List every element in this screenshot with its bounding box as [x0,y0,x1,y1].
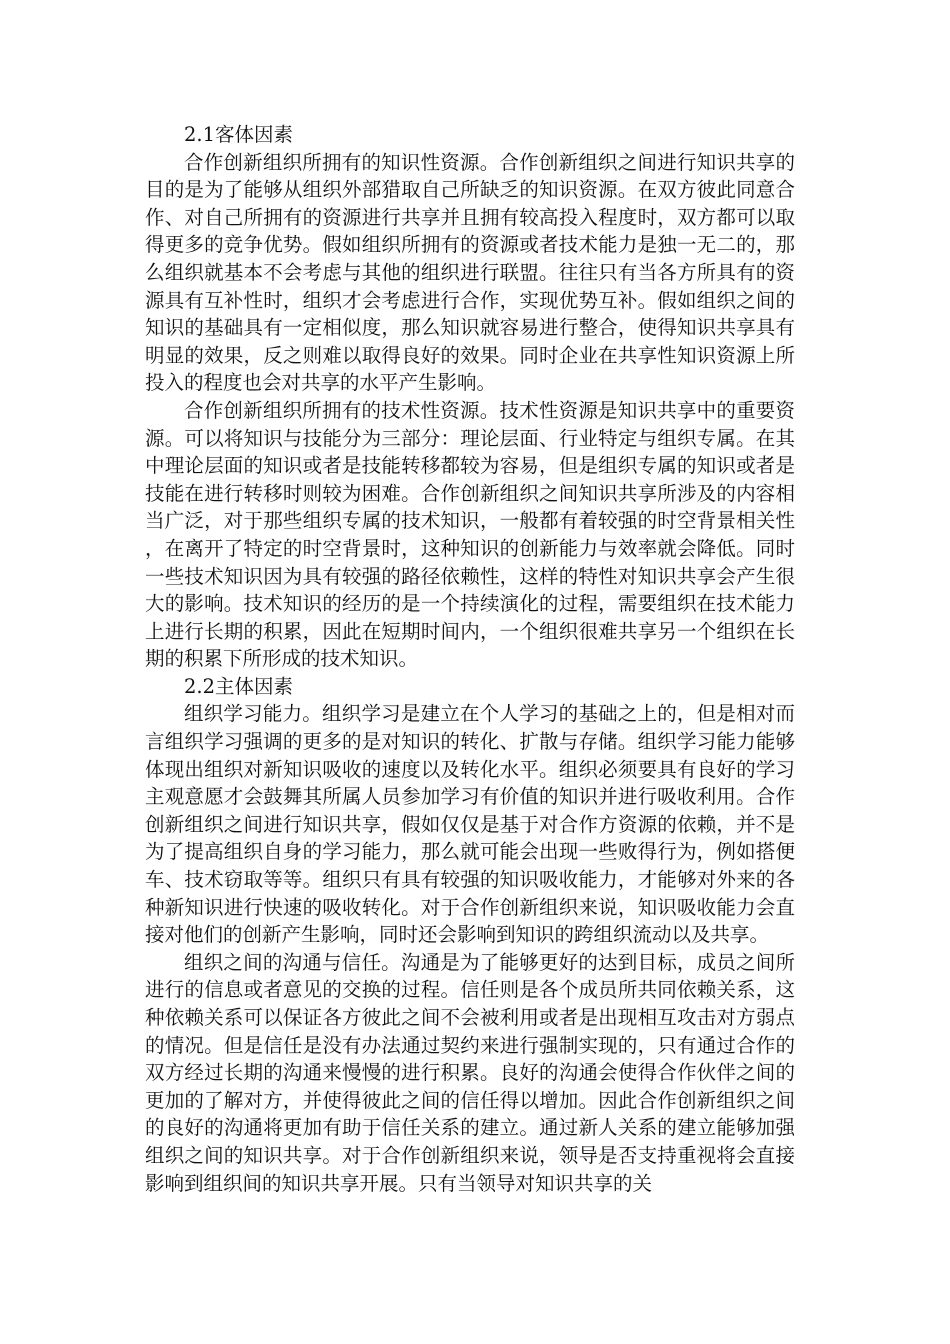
section-heading-object-factors: 2.1客体因素 [184,123,294,146]
paragraph-knowledge-resources: 合作创新组织所拥有的知识性资源。合作创新组织之间进行知识共享的目的是为了能够从组织外部猎取自己所缺乏的知识资源。在双方彼此同意合作、对自己所拥有的资源进行共享并且拥有较高投入程度时，双方都可以取得更多的竞争优势。假如组织所拥有的资源或者技术能力是独一无二的，那么组织就基本不会考虑与其他的组织进行联盟。往往只有当各方所具有的资源具有互补性时，组织才会考虑进行合作，实现优势互补。假如组织之间的知识的基础具有一定相似度，那么知识就容易进行整合，使得知识共享具有明显的效果，反之则难以取得良好的效果。同时企业在共享性知识资源上所投入的程度也会对共享的水平产生影响。 [145,150,795,395]
document-body [145,121,795,1197]
paragraph-learning-ability: 组织学习能力。组织学习是建立在个人学习的基础之上的，但是相对而言组织学习强调的更多的是对知识的转化、扩散与存储。组织学习能力能够体现出组织对新知识吸收的速度以及转化水平。组织必须要具有良好的学习主观意愿才会鼓舞其所属人员参加学习有价值的知识并进行吸收利用。合作创新组织之间进行知识共享，假如仅仅是基于对合作方资源的依赖，并不是为了提高组织自身的学习能力，那么就可能会出现一些败得行为，例如搭便车、技术窃取等等。组织只有具有较强的知识吸收能力，才能够对外来的各种新知识进行快速的吸收转化。对于合作创新组织来说，知识吸收能力会直接对他们的创新产生影响，同时还会影响到知识的跨组织流动以及共享。 [145,702,795,947]
paragraph-communication-trust: 组织之间的沟通与信任。沟通是为了能够更好的达到目标，成员之间所进行的信息或者意见的交换的过程。信任则是各个成员所共同依赖关系，这种依赖关系可以保证各方彼此之间不会被利用或者是出现相互攻击对方弱点的情况。但是信任是没有办法通过契约来进行强制实现的，只有通过合作的双方经过长期的沟通来慢慢的进行积累。良好的沟通会使得合作伙伴之间的更加的了解对方，并使得彼此之间的信任得以增加。因此合作创新组织之间的良好的沟通将更加有助于信任关系的建立。通过新人关系的建立能够加强组织之间的知识共享。对于合作创新组织来说，领导是否支持重视将会直接影响到组织间的知识共享开展。只有当领导对知识共享的关 [145,950,795,1195]
section-heading-subject-factors: 2.2主体因素 [184,674,294,698]
paragraph-technical-resources: 合作创新组织所拥有的技术性资源。技术性资源是知识共享中的重要资源。可以将知识与技能分为三部分：理论层面、行业特定与组织专属。在其中理论层面的知识或者是技能转移都较为容易，但是组织专属的知识或者是技能在进行转移时则较为困难。合作创新组织之间知识共享所涉及的内容相当广泛，对于那些组织专属的技术知识，一般都有着较强的时空背景相关性，在离开了特定的时空背景时，这种知识的创新能力与效率就会降低。同时一些技术知识因为具有较强的路径依赖性，这样的特性对知识共享会产生很大的影响。技术知识的经历的是一个持续演化的过程，需要组织在技术能力上进行长期的积累，因此在短期时间内，一个组织很难共享另一个组织在长期的积累下所形成的技术知识。 [145,398,795,671]
